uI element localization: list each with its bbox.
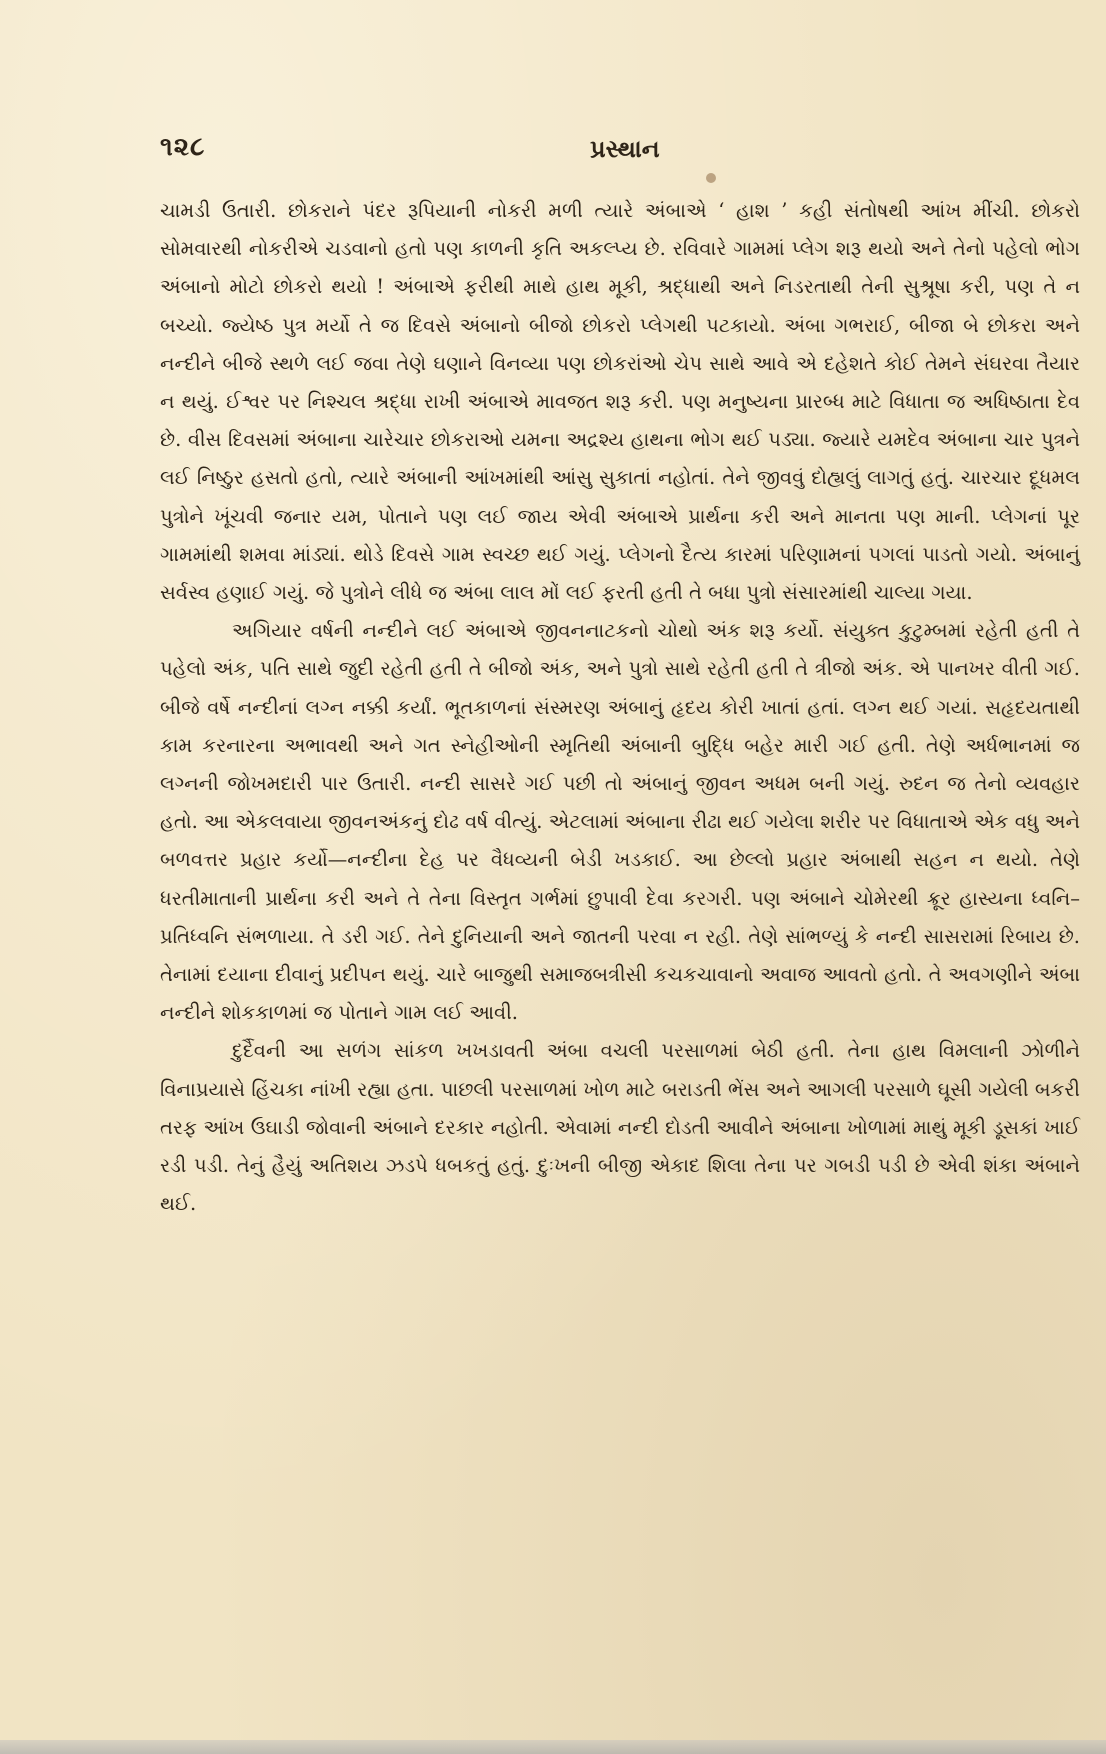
paragraph-3: દુર્દૈવની આ સળંગ સાંકળ ખખડાવતી અંબા વચલી પરસાળમાં બેઠી હતી. તેના હાથ વિમલાની ઝોળીને વિનાપ્રયાસે હિંચકા નાંખી રહ્યા હતા. પાછલી પરસાળમાં ખોળ માટે બરાડતી ભેંસ અને આગલી પરસાળે ઘૂસી ગયેલી બકરી તરફ આંખ ઉઘાડી જોવાની અંબાને દરકાર નહોતી. એવામાં નન્દી દોડતી આવીને અંબાના ખોળામાં માથું મૂકી ડૂસકાં ખાઈ રડી પડી. તેનું હૈયું અતિશય ઝડપે ધબકતું હતું. દુઃખની બીજી એકાદ શિલા તેના પર ગબડી પડી છે એવી શંકા અંબાને થઈ. <box>160 1039 1080 1216</box>
running-title: પ્રસ્થાન <box>590 134 660 163</box>
body-text <box>160 192 1080 1223</box>
page-number: ૧૨૮ <box>160 132 206 162</box>
paragraph-1: ચામડી ઉતારી. છોકરાને પંદર રૂપિયાની નોકરી મળી ત્યારે અંબાએ ‘ હાશ ’ કહી સંતોષથી આંખ મીંચી. છોકરો સોમવારથી નોકરીએ ચડવાનો હતો પણ કાળની કૃતિ અકલ્પ્ય છે. રવિવારે ગામમાં પ્લેગ શરૂ થયો અને તેનો પહેલો ભોગ અંબાનો મોટો છોકરો થયો ! અંબાએ ફરીથી માથે હાથ મૂકી, શ્રદ્ધાથી અને નિડરતાથી તેની સુશ્રૂષા કરી, પણ તે ન બચ્યો. જ્યેષ્ઠ પુત્ર મર્યો તે જ દિવસે અંબાનો બીજો છોકરો પ્લેગથી પટકાયો. અંબા ગભરાઈ, બીજા બે છોકરા અને નન્દીને બીજે સ્થળે લઈ જવા તેણે ઘણાને વિનવ્યા પણ છોકરાંઓ ચેપ સાથે આવે એ દહેશતે કોઈ તેમને સંઘરવા તૈયાર ન થયું. ઈશ્વર પર નિશ્ચલ શ્રદ્ધા રાખી અંબાએ માવજત શરૂ કરી. પણ મનુષ્યના પ્રારબ્ધ માટે વિધાતા જ અધિષ્ઠાતા દેવ છે. વીસ દિવસમાં અંબાના ચારેચાર છોકરાઓ યમના અદ્રશ્ય હાથના ભોગ થઈ પડ્યા. જ્યારે યમદેવ અંબાના ચાર પુત્રને લઈ નિષ્ઠુર હસતો હતો, ત્યારે અંબાની આંખમાંથી આંસુ સુકાતાં નહોતાં. તેને જીવવું દોહ્યલું લાગતું હતું. ચારચાર દૂધમલ પુત્રોને ખૂંચવી જનાર યમ, પોતાને પણ લઈ જાય એવી અંબાએ પ્રાર્થના કરી અને માનતા પણ માની. પ્લેગનાં પૂર ગામમાંથી શમવા માંડ્યાં. થોડે દિવસે ગામ સ્વચ્છ થઈ ગયું. પ્લેગનો દૈત્ય કારમાં પરિણામનાં પગલાં પાડતો ગયો. અંબાનું સર્વસ્વ હણાઈ ગયું. જે પુત્રોને લીધે જ અંબા લાલ મોં લઈ ફરતી હતી તે બધા પુત્રો સંસારમાંથી ચાલ્યા ગયા. <box>160 199 1080 605</box>
ink-smudge <box>706 173 716 183</box>
paragraph-2: અગિયાર વર્ષની નન્દીને લઈ અંબાએ જીવનનાટકનો ચોથો અંક શરૂ કર્યો. સંયુક્ત કુટુમ્બમાં રહેતી હતી તે પહેલો અંક, પતિ સાથે જુદી રહેતી હતી તે બીજો અંક, અને પુત્રો સાથે રહેતી હતી તે ત્રીજો અંક. એ પાનખર વીતી ગઈ. બીજે વર્ષે નન્દીનાં લગ્ન નક્કી કર્યાં. ભૂતકાળનાં સંસ્મરણ અંબાનું હૃદય કોરી ખાતાં હતાં. લગ્ન થઈ ગયાં. સહૃદયતાથી કામ કરનારના અભાવથી અને ગત સ્નેહીઓની સ્મૃતિથી અંબાની બુદ્ધિ બહેર મારી ગઈ હતી. તેણે અર્ધભાનમાં જ લગ્નની જોખમદારી પાર ઉતારી. નન્દી સાસરે ગઈ પછી તો અંબાનું જીવન અધમ બની ગયું. રુદન જ તેનો વ્યવહાર હતો. આ એકલવાયા જીવનઅંકનું દોઢ વર્ષ વીત્યું. એટલામાં અંબાના રીઢા થઈ ગયેલા શરીર પર વિધાતાએ એક વધુ અને બળવત્તર પ્રહાર કર્યો—નન્દીના દેહ પર વૈધવ્યની બેડી ખડકાઈ. આ છેલ્લો પ્રહાર અંબાથી સહન ન થયો. તેણે ધરતીમાતાની પ્રાર્થના કરી અને તે તેના વિસ્તૃત ગર્ભમાં છુપાવી દેવા કરગરી. પણ અંબાને ચોમેરથી ક્રૂર હાસ્યના ધ્વનિ–પ્રતિધ્વનિ સંભળાયા. તે ડરી ગઈ. તેને દુનિયાની અને જાતની પરવા ન રહી. તેણે સાંભળ્યું કે નન્દી સાસરામાં રિબાય છે. તેનામાં દયાના દીવાનું પ્રદીપન થયું. ચારે બાજુથી સમાજબત્રીસી કચકચાવાનો અવાજ આવતો હતો. તે અવગણીને અંબા નન્દીને શોકકાળમાં જ પોતાને ગામ લઈ આવી. <box>160 619 1080 1025</box>
page-header <box>160 132 1046 172</box>
